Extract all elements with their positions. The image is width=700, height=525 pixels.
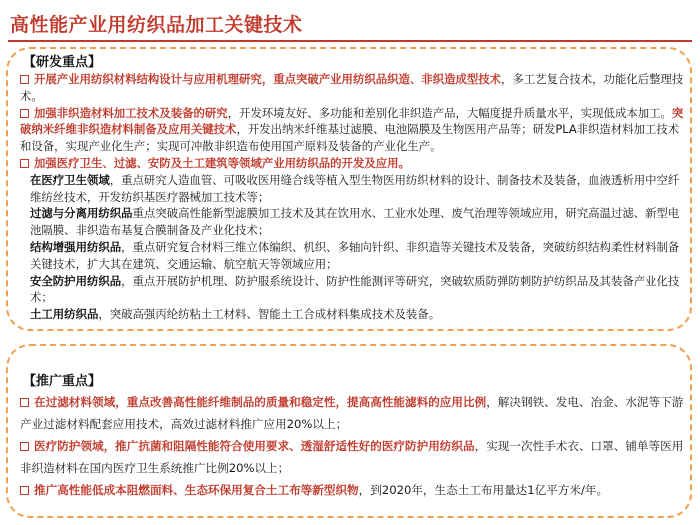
checkbox-bullet-icon bbox=[20, 398, 29, 407]
promo-item-2-highlight: 推广抗菌和阻隔性能符合使用要求、透湿舒适性好的医疗防护用纺织品 bbox=[115, 439, 475, 453]
rd-item-3-highlight: 加强医疗卫生、过滤、安防及土工建筑等领域产业用纺织品的开发及应用。 bbox=[34, 155, 410, 170]
checkbox-bullet-icon bbox=[20, 75, 29, 84]
rd-sub-text: ，重点开展防护机理、防护服系统设计、防护性能测评等研究，突破软质防弹防刺防护纺织品及其装备产业化技术； bbox=[30, 273, 680, 305]
rd-item-3 bbox=[20, 155, 688, 172]
promo-heading: 【推广重点】 bbox=[20, 370, 104, 389]
rd-item-1 bbox=[20, 71, 688, 105]
rd-sub-structural bbox=[30, 239, 688, 273]
rd-sub-label: 土工用纺织品 bbox=[30, 307, 99, 322]
rd-sub-label: 结构增强用纺织品 bbox=[30, 239, 122, 254]
promo-item-3 bbox=[20, 479, 688, 501]
rd-sub-geotextile bbox=[30, 306, 688, 323]
checkbox-bullet-icon bbox=[20, 159, 29, 168]
rd-sub-text: ，重点研究复合材料三维立体编织、机织、多轴向针织、非织造等关键技术及装备，突破纺织结构柔性材料制备关键技术，扩大其在建筑、交通运输、航空航天等领域应用； bbox=[30, 239, 680, 271]
promo-item-1-text: ，解决钢铁、发电、冶金、水泥等下游产业过滤材料配套应用技术，高效过滤材料推广应用20%以上； bbox=[20, 395, 684, 431]
checkbox-bullet-icon bbox=[20, 486, 29, 495]
title-divider bbox=[8, 40, 692, 42]
rd-sub-label: 安全防护用纺织品 bbox=[30, 273, 122, 288]
rd-item-2-highlight-2: 突破纳米纤维非织造材料制备及应用关键技术 bbox=[20, 105, 684, 137]
rd-sub-text: ，突破高强丙纶纺粘土工材料、智能土工合成材料集成技术及装备。 bbox=[98, 307, 441, 322]
rd-sub-filtration bbox=[30, 205, 688, 239]
promo-content bbox=[20, 391, 688, 501]
rd-item-2-highlight: 加强非织造材料加工技术及装备的研究 bbox=[34, 105, 228, 120]
rd-item-2-text: ，开发环境友好、多功能和差别化非织造产品，大幅度提升质量水平，实现低成本加工。 bbox=[227, 105, 672, 120]
promo-item-2-prefix: 医疗防护领域， bbox=[34, 439, 116, 453]
promo-item-1-prefix: 在过滤材料领域， bbox=[34, 395, 127, 409]
checkbox-bullet-icon bbox=[20, 442, 29, 451]
rd-content bbox=[20, 71, 688, 323]
checkbox-bullet-icon bbox=[20, 109, 29, 118]
rd-item-2-text-2: ，开发出纳米纤维基过滤膜、电池隔膜及生物医用产品等；研发PLA非织造材料加工技术和设备，实现产业化生产；实现可冲散非织造布使用国产原料及装备的产业化生产。 bbox=[20, 122, 680, 154]
rd-item-2 bbox=[20, 105, 688, 155]
page-title: 高性能产业用纺织品加工关键技术 bbox=[10, 14, 303, 36]
promo-item-2-text: ，实现一次性手术衣、口罩、铺单等医用非织造材料在国内医疗卫生系统推广比例20%以上； bbox=[20, 439, 684, 475]
rd-sub-medical bbox=[30, 172, 688, 206]
promo-item-1 bbox=[20, 391, 688, 435]
rd-item-1-highlight: 开展产业用纺织材料结构设计与应用机理研究，重点突破产业用纺织品织造、非织造成型技术 bbox=[34, 72, 502, 86]
rd-sub-label: 在医疗卫生领域 bbox=[30, 172, 110, 187]
rd-sub-protection bbox=[30, 273, 688, 307]
promo-item-3-highlight: 推广高性能低成本阻燃面料、生态环保用复合土工布等新型织物 bbox=[34, 483, 359, 497]
rd-sub-text: ，重点研究人造血管、可吸收医用缝合线等植入型生物医用纺织材料的设计、制备技术及装备，血液透析用中空纤维纺丝技术，开发纺织基医疗器械加工技术等； bbox=[30, 172, 680, 204]
promo-item-2 bbox=[20, 435, 688, 479]
rd-item-1-text: ，多工艺复合技术，功能化后整理技术。 bbox=[20, 72, 684, 103]
promo-item-1-highlight: 重点改善高性能纤维制品的质量和稳定性，提高高性能滤料的应用比例 bbox=[126, 395, 487, 409]
promo-item-3-text: ，到2020年，生态土工布用量达1亿平方米/年。 bbox=[358, 483, 609, 497]
rd-heading: 【研发重点】 bbox=[20, 51, 104, 70]
rd-sub-text: 重点突破高性能新型滤膜加工技术及其在饮用水、工业水处理、废气治理等领域应用，研究高温过滤、新型电池隔膜、非织造布基复合膜制备及产业化技术； bbox=[30, 206, 680, 238]
rd-sub-label: 过滤与分离用纺织品 bbox=[30, 206, 133, 221]
